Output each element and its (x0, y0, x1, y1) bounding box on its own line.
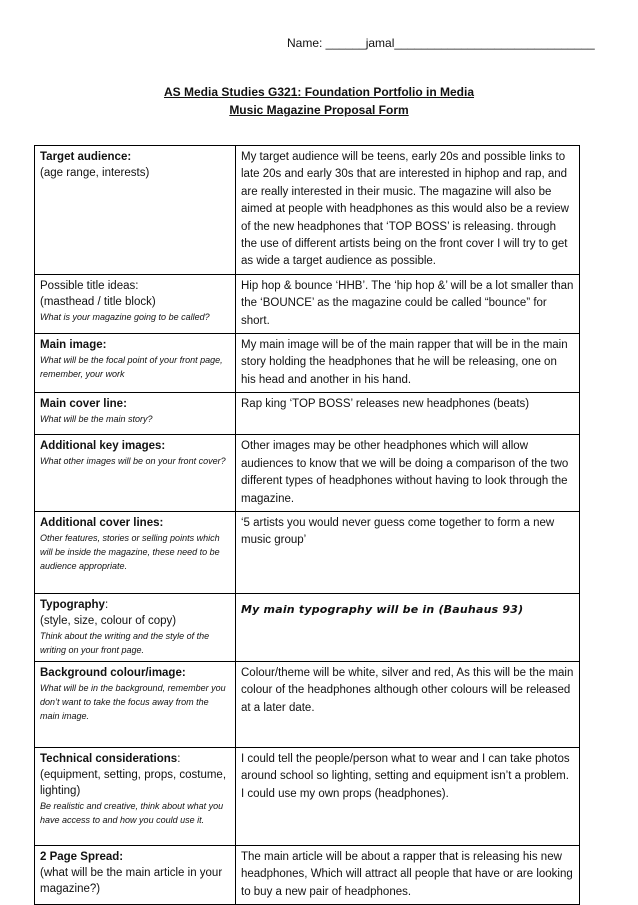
row-hint: Be realistic and creative, think about what you have access to and how you could use it. (40, 800, 224, 825)
row-label-cell (35, 747, 236, 845)
row-answer: Rap king ‘TOP BOSS’ releases new headphones (beats) (241, 398, 530, 411)
row-answer: Hip hop & bounce ‘HHB’. The ‘hip hop &’ will be a lot smaller than the ‘BOUNCE’ as the magazine could be called “bounce” for short. (241, 279, 574, 327)
row-label-text: Typography (40, 598, 105, 611)
row-label: Target audience: (40, 151, 132, 163)
row-label: Main cover line: (40, 398, 127, 411)
row-label: Background colour/image: (40, 666, 186, 679)
table-row (35, 511, 580, 593)
row-answer: My target audience will be teens, early 20s and possible links to late 20s and early 30s that are interested in hiphop and rap, and are really interested in their music. The magazine will also be aimed at people with headphones as this would also be a review of the new headphones that ‘TOP BOSS’ is releasing. through the use of different artists being on the front cover I will try to get as wide a target audience as possible. (241, 151, 569, 268)
row-label-cell (35, 661, 236, 747)
row-label-cell (35, 593, 236, 661)
document-title (0, 83, 638, 119)
row-answer-cell (236, 593, 580, 661)
row-label: 2 Page Spread: (40, 850, 124, 863)
row-answer-cell (236, 511, 580, 593)
row-label-cell (35, 393, 236, 435)
row-label: Main image: (40, 339, 107, 352)
row-answer: My main image will be of the main rapper that will be in the main story holding the headphones that he will be releasing, one on his head and another in his hand. (241, 339, 568, 386)
row-label: Possible title ideas: (40, 279, 139, 292)
row-label (40, 751, 230, 767)
row-label-cell (35, 511, 236, 593)
row-hint: What will be the focal point of your front page, remember, your work (40, 355, 223, 380)
row-label (40, 597, 230, 613)
table-row (35, 146, 580, 275)
row-answer-cell (236, 146, 580, 275)
row-label-colon: : (177, 752, 181, 765)
row-answer: My main typography will be in (Bauhaus 93) (241, 602, 524, 616)
row-label-cell (35, 274, 236, 333)
row-hint: What other images will be on your front cover? (40, 456, 226, 467)
row-answer-cell (236, 661, 580, 747)
row-sub-label: (masthead / title block) (40, 295, 156, 308)
table-row (35, 334, 580, 393)
row-answer: Other images may be other headphones which will allow audiences to know that we will be doing a comparison of the two different types of headphones without having to look through the magazine. (241, 440, 569, 505)
form-title: Music Magazine Proposal Form (229, 103, 409, 117)
row-sub-label: (equipment, setting, props, costume, lighting) (40, 768, 227, 797)
table-row (35, 661, 580, 747)
row-label-cell (35, 435, 236, 512)
row-answer-cell (236, 274, 580, 333)
row-answer: Colour/theme will be white, silver and red, As this will be the main colour of the headphones although other colours will be released at a later date. (241, 666, 574, 714)
row-hint: What will be in the background, remember you don’t want to take the focus away from the main image. (40, 682, 226, 721)
row-label: Additional key images: (40, 440, 166, 453)
row-sub-label: (what will be the main article in your magazine?) (40, 866, 223, 895)
row-answer: The main article will be about a rapper that is releasing his new headphones, Which will attract all people that have or are looking to buy a new pair of headphones. (241, 850, 573, 898)
row-answer-cell (236, 747, 580, 845)
row-label-cell (35, 845, 236, 904)
table-row (35, 274, 580, 333)
row-sub-label: (age range, interests) (40, 167, 150, 179)
row-label-text: Technical considerations (40, 752, 178, 765)
proposal-table (34, 145, 580, 905)
row-label-cell (35, 146, 236, 275)
row-answer-cell (236, 393, 580, 435)
table-row (35, 593, 580, 661)
row-answer-cell (236, 435, 580, 512)
row-hint: What is your magazine going to be called? (40, 311, 210, 322)
row-label-cell (35, 334, 236, 393)
row-hint: Other features, stories or selling points which will be inside the magazine, these need to be audience appropriate. (40, 532, 220, 571)
row-answer-cell (236, 334, 580, 393)
row-answer: ‘5 artists you would never guess come together to form a new music group’ (241, 516, 555, 547)
row-answer-cell (236, 845, 580, 904)
row-hint: Think about the writing and the style of the writing on your front page. (40, 630, 210, 655)
row-hint: What will be the main story? (40, 414, 153, 425)
table-row (35, 435, 580, 512)
row-label-colon: : (104, 598, 109, 611)
course-title: AS Media Studies G321: Foundation Portfolio in Media (163, 85, 475, 99)
table-row (35, 747, 580, 845)
row-sub-label: (style, size, colour of copy) (40, 614, 177, 627)
table-row (35, 393, 580, 435)
table-row (35, 845, 580, 904)
row-answer: I could tell the people/person what to wear and I can take photos around school so lighting, setting and equipment isn’t a problem. I could use my own props (headphones). (241, 752, 570, 800)
name-line: Name: ______jamal______________________________ (287, 36, 595, 50)
row-label: Additional cover lines: (40, 516, 164, 529)
